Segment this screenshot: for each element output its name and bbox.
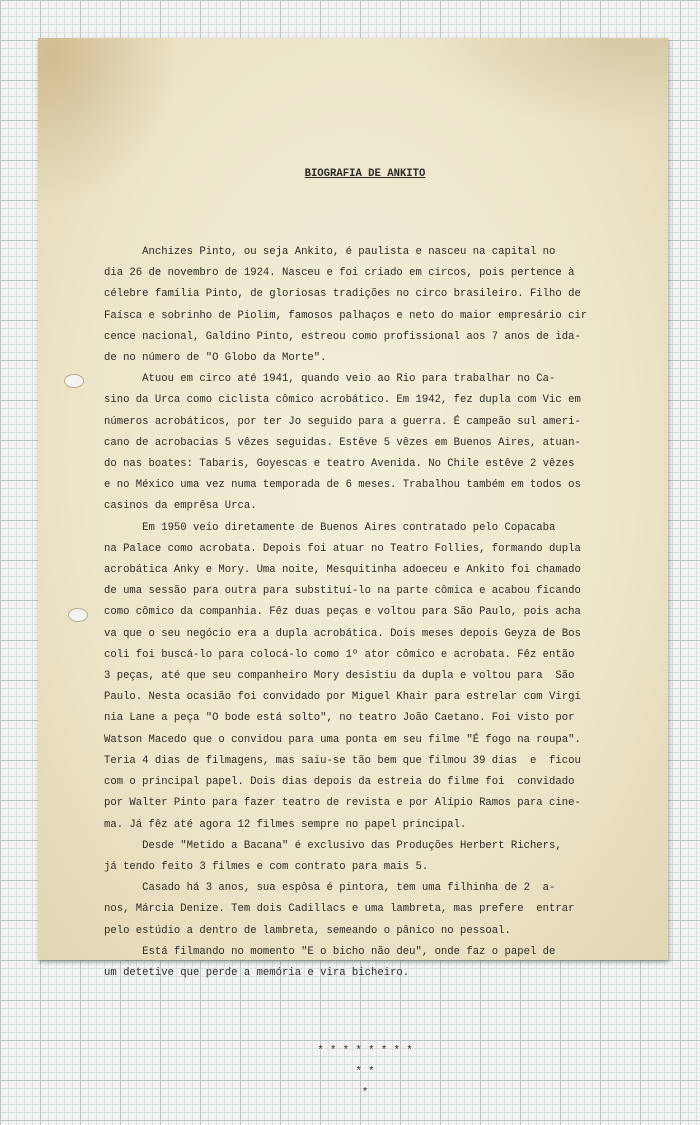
text-line: 3 peças, até que seu companheiro Mory desistiu da dupla e voltou para São	[104, 670, 575, 683]
document-body	[104, 242, 626, 984]
text-line: Anchizes Pinto, ou seja Ankito, é paulista e nasceu na capital no	[104, 246, 556, 259]
paragraph	[104, 836, 626, 878]
punch-hole-top	[64, 374, 84, 388]
text-line: pelo estúdio a dentro de lambreta, semeando o pânico no pessoal.	[104, 924, 511, 937]
text-line: Teria 4 dias de filmagens, mas saiu-se tão bem que filmou 39 dias e ficou	[104, 754, 581, 767]
text-line: dia 26 de novembro de 1924. Nasceu e foi criado em circos, pois pertence à	[104, 267, 575, 280]
text-line: cence nacional, Galdino Pinto, estreou como profissional aos 7 anos de ida-	[104, 330, 581, 343]
closing-asterisks	[104, 1041, 626, 1104]
text-line: célebre família Pinto, de gloriosas tradições no circo brasileiro. Filho de	[104, 288, 581, 301]
text-line: coli foi buscá-lo para colocá-lo como 1º ator cômico e acrobata. Fêz então	[104, 648, 575, 661]
text-line: acrobática Anky e Mory. Uma noite, Mesquitinha adoeceu e Ankito foi chamado	[104, 564, 581, 577]
text-line: por Walter Pinto para fazer teatro de revista e por Alípio Ramos para cine-	[104, 797, 581, 810]
text-line: Desde "Metido a Bacana" é exclusivo das Produções Herbert Richers,	[104, 839, 562, 852]
text-line: Em 1950 veio diretamente de Buenos Aires contratado pelo Copacaba	[104, 521, 556, 534]
punch-hole-bottom	[68, 608, 88, 622]
text-line: Faísca e sobrinho de Piolim, famosos palhaços e neto do maior empresário cir	[104, 309, 588, 322]
text-line: e no México uma vez numa temporada de 6 meses. Trabalhou também em todos os	[104, 479, 581, 492]
paragraph	[104, 242, 626, 369]
asterisk-row: *	[361, 1086, 369, 1099]
text-line: um detetive que perde a memória e vira bicheiro.	[104, 966, 410, 979]
text-line: casinos da emprêsa Urca.	[104, 500, 257, 513]
text-line: nos, Márcia Denize. Tem dois Cadillacs e uma lambreta, mas prefere entrar	[104, 903, 575, 916]
text-line: Casado há 3 anos, sua espôsa é pintora, tem uma filhinha de 2 a-	[104, 882, 556, 895]
text-line: Está filmando no momento "E o bicho não deu", onde faz o papel de	[104, 945, 556, 958]
text-line: va que o seu negócio era a dupla acrobática. Dois meses depois Geyza de Bos	[104, 627, 581, 640]
text-line: Watson Macedo que o convidou para uma ponta em seu filme "É fogo na roupa".	[104, 733, 581, 746]
text-line: com o principal papel. Dois dias depois da estreia do filme foi convidado	[104, 776, 575, 789]
paragraph	[104, 369, 626, 517]
text-line: nia Lane a peça "O bode está solto", no teatro João Caetano. Foi visto por	[104, 712, 575, 725]
typed-document	[104, 122, 626, 1125]
text-line: como cômico da companhia. Fêz duas peças e voltou para São Paulo, pois acha	[104, 606, 581, 619]
text-line: já tendo feito 3 filmes e com contrato para mais 5.	[104, 860, 429, 873]
text-line: Paulo. Nesta ocasião foi convidado por Miguel Khair para estrelar com Virgí	[104, 691, 581, 704]
text-line: sino da Urca como ciclista cômico acrobático. Em 1942, fez dupla com Vic em	[104, 394, 581, 407]
document-title: BIOGRAFIA DE ANKITO	[304, 168, 426, 181]
text-line: na Palace como acrobata. Depois foi atuar no Teatro Follies, formando dupla	[104, 542, 581, 555]
asterisk-row: * *	[355, 1065, 375, 1078]
text-line: números acrobáticos, por ter Jo seguido para a guerra. É campeão sul ameri-	[104, 415, 581, 428]
text-line: de no número de "O Globo da Morte".	[104, 352, 327, 365]
paragraph	[104, 518, 626, 836]
text-line: de uma sessão para outra para substituí-lo na parte cômica e acabou ficando	[104, 585, 581, 598]
text-line: ma. Já fêz até agora 12 filmes sempre no papel principal.	[104, 818, 467, 831]
paragraph	[104, 942, 626, 984]
text-line: cano de acrobacias 5 vêzes seguidas. Estêve 5 vêzes em Buenos Aires, atuan-	[104, 436, 581, 449]
text-line: do nas boates: Tabaris, Goyescas e teatro Avenida. No Chile estêve 2 vêzes	[104, 458, 575, 471]
text-line: Atuou em circo até 1941, quando veio ao Rio para trabalhar no Ca-	[104, 373, 556, 386]
paragraph	[104, 878, 626, 942]
asterisk-row: * * * * * * * *	[317, 1044, 413, 1057]
